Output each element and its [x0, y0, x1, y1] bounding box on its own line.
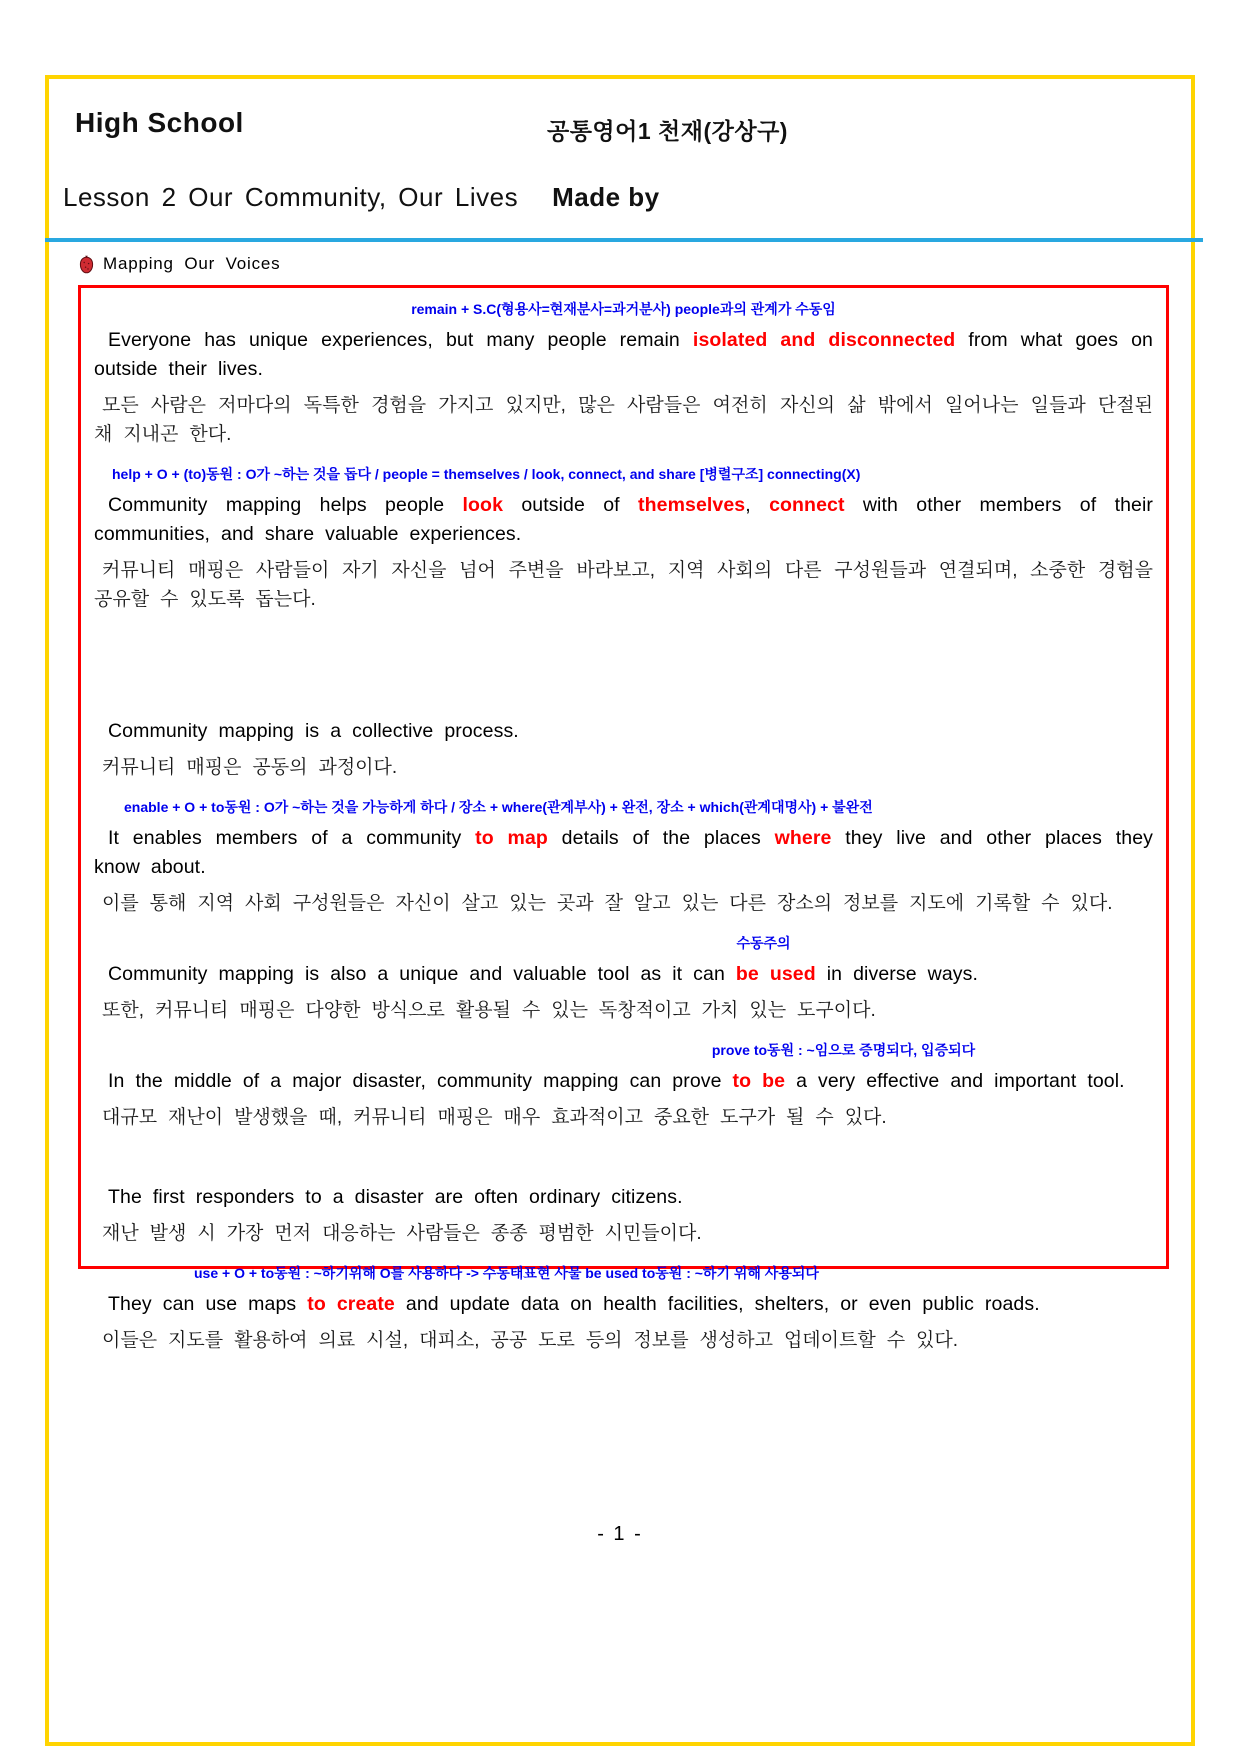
sentence-text: they live and other places they know about.	[94, 827, 1153, 878]
sentence-text: ,	[745, 494, 770, 516]
grammar-annotation: 수동주의	[736, 935, 791, 951]
page-number: - 1 -	[597, 1523, 643, 1545]
grammar-annotation: use + O + to동원 : ~하기위해 O를 사용하다 -> 수동태표현 사물 be used to동원 : ~하기 위해 사용되다	[194, 1265, 819, 1281]
grammar-annotation: enable + O + to동원 : O가 ~하는 것을 가능하게 하다 / 장소 + where(관계부사) + 완전, 장소 + which(관계대명사) + 불완전	[124, 799, 873, 815]
english-sentence	[94, 1183, 1153, 1212]
made-by-label: Made by	[552, 182, 660, 212]
section-title: Mapping Our Voices	[103, 254, 281, 273]
sentence-text: Community mapping is also a unique and valuable tool as it can	[108, 963, 736, 985]
passage-box	[78, 285, 1169, 1351]
sentence-text: The first responders to a disaster are often ordinary citizens.	[108, 1186, 683, 1208]
sentence-text: In the middle of a major disaster, community mapping can prove	[108, 1070, 733, 1092]
english-sentence	[94, 326, 1153, 384]
emphasized-phrase: isolated and disconnected	[692, 329, 956, 351]
school-name: High School	[75, 107, 244, 138]
sentence-text: Everyone has unique experiences, but many people remain	[108, 329, 693, 351]
english-sentence	[94, 824, 1153, 882]
lesson-header	[63, 182, 660, 213]
section-header	[79, 254, 280, 274]
grammar-annotation: help + O + (to)동원 : O가 ~하는 것을 돕다 / people = themselves / look, connect, and share [병렬구조] connecting(X)	[112, 466, 861, 482]
sentence-text: details of the places	[547, 827, 775, 849]
blue-divider	[45, 238, 1203, 242]
emphasized-phrase: be used	[735, 963, 816, 985]
strawberry-icon	[79, 255, 94, 274]
korean-translation: 커뮤니티 매핑은 사람들이 자기 자신을 넘어 주변을 바라보고, 지역 사회의 다른 구성원들과 연결되며, 소중한 경험을 공유할 수 있도록 돕는다.	[94, 560, 1153, 610]
english-sentence	[94, 960, 1153, 989]
english-sentence	[94, 1290, 1153, 1319]
sentence-text: outside of	[503, 494, 639, 516]
sentence-text: Community mapping helps people	[108, 494, 463, 516]
course-title: 공통영어1 천재(강상구)	[547, 118, 788, 144]
sentence-text: They can use maps	[108, 1293, 308, 1315]
emphasized-phrase: look	[462, 494, 504, 516]
sentence-text: with other members of their communities, and share valuable experiences.	[94, 494, 1154, 545]
korean-translation: 또한, 커뮤니티 매핑은 다양한 방식으로 활용될 수 있는 독창적이고 가치 있는 도구이다.	[102, 1000, 876, 1021]
grammar-annotation: prove to동원 : ~임으로 증명되다, 입증되다	[711, 1042, 976, 1058]
grammar-annotation: remain + S.C(형용사=현재분사=과거분사) people과의 관계가 수동임	[411, 301, 836, 317]
sentence-text: in diverse ways.	[815, 963, 978, 985]
emphasized-phrase: where	[774, 827, 832, 849]
sentence-text: from what goes on outside their lives.	[94, 329, 1154, 380]
english-sentence	[94, 717, 1153, 746]
paragraph-gap	[94, 1147, 1153, 1183]
korean-translation: 이를 통해 지역 사회 구성원들은 자신이 살고 있는 곳과 잘 알고 있는 다른 장소의 정보를 지도에 기록할 수 있다.	[102, 893, 1113, 914]
sentence-text: Community mapping is a collective process.	[108, 720, 519, 742]
korean-translation: 대규모 재난이 발생했을 때, 커뮤니티 매핑은 매우 효과적이고 중요한 도구가 될 수 있다.	[102, 1107, 887, 1128]
emphasized-phrase: connect	[769, 494, 845, 516]
english-sentence	[94, 491, 1153, 549]
emphasized-phrase: themselves	[638, 494, 746, 516]
sentence-text: and update data on health facilities, shelters, or even public roads.	[394, 1293, 1040, 1315]
emphasized-phrase: to be	[732, 1070, 786, 1092]
english-sentence	[94, 1067, 1153, 1096]
sentence-text: a very effective and important tool.	[785, 1070, 1125, 1092]
sentence-text: It enables members of a community	[108, 827, 476, 849]
korean-translation: 재난 발생 시 가장 먼저 대응하는 사람들은 종종 평범한 시민들이다.	[102, 1223, 702, 1244]
korean-translation: 커뮤니티 매핑은 공동의 과정이다.	[102, 757, 398, 778]
paragraph-gap	[94, 629, 1153, 717]
korean-translation: 모든 사람은 저마다의 독특한 경험을 가지고 있지만, 많은 사람들은 여전히 자신의 삶 밖에서 일어나는 일들과 단절된 채 지내곤 한다.	[94, 395, 1153, 445]
emphasized-phrase: to map	[475, 827, 548, 849]
korean-translation: 이들은 지도를 활용하여 의료 시설, 대피소, 공공 도로 등의 정보를 생성하고 업데이트할 수 있다.	[102, 1330, 959, 1351]
lesson-title: Lesson 2 Our Community, Our Lives	[63, 182, 519, 212]
emphasized-phrase: to create	[307, 1293, 395, 1315]
worksheet-page	[45, 75, 1195, 1746]
